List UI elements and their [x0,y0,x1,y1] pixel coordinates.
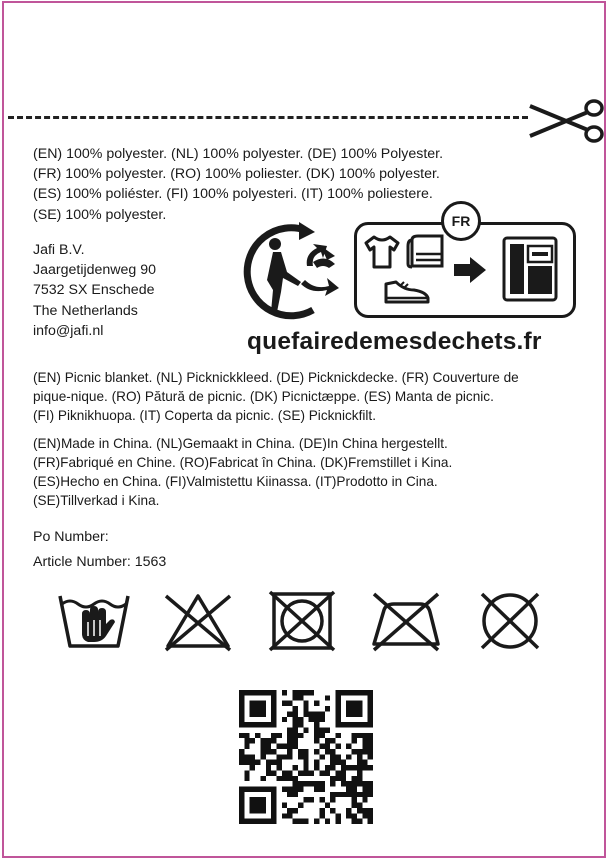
country-badge: FR [441,201,481,241]
triman-logo-icon [243,222,347,320]
tshirt-icon [362,234,402,270]
country: The Netherlands [33,302,138,319]
company-name: Jafi B.V. [33,242,85,258]
article-number: Article Number: 1563 [33,554,167,570]
recycling-website: quefairedemesdechets.fr [247,328,542,355]
do-not-dry-clean-icon [474,590,546,652]
composition-line: (SE) 100% polyester. [33,206,167,223]
product-name-block [33,368,519,425]
scissors-icon [528,96,606,146]
cut-line [8,116,528,119]
product-name-line: pique-nique. (RO) Pătură de picnic. (DK) Picnictæppe. (ES) Manta de picnic. [33,389,494,404]
product-name-line: (EN) Picnic blanket. (NL) Picknickkleed. (DE) Picknickdecke. (FR) Couverture de [33,370,519,385]
address-block [33,240,156,341]
collection-container-icon [502,236,558,302]
origin-block [33,434,452,510]
composition-block [33,144,443,225]
do-not-bleach-icon [162,590,234,652]
composition-line: (EN) 100% polyester. (NL) 100% polyester. (DE) 100% Polyester. [33,146,444,162]
composition-line: (ES) 100% poliéster. (FI) 100% polyesteri. (IT) 100% poliestere. [33,186,433,203]
origin-line: (SE)Tillverkad i Kina. [33,493,160,508]
product-name-line: (FI) Piknikhuopa. (IT) Coperta da picnic. (SE) Picknickfilt. [33,408,376,423]
do-not-iron-icon [370,590,442,652]
hand-wash-icon [58,590,130,652]
composition-line: (FR) 100% polyester. (RO) 100% poliester. (DK) 100% polyester. [33,166,440,183]
do-not-tumble-dry-icon [266,590,338,652]
shoe-icon [382,276,432,306]
email: info@jafi.nl [33,322,104,339]
po-number: Po Number: [33,529,109,545]
folded-linen-icon [404,234,450,270]
qr-code [239,690,373,824]
postal-city: 7532 SX Enschede [33,282,155,299]
arrow-right-icon [452,256,488,284]
origin-line: (ES)Hecho en China. (FI)Valmistettu Kiinassa. (IT)Prodotto in Cina. [33,474,438,489]
origin-line: (EN)Made in China. (NL)Gemaakt in China. (DE)In China hergestellt. [33,436,448,451]
origin-line: (FR)Fabriqué en Chine. (RO)Fabricat în China. (DK)Fremstillet i Kina. [33,455,453,470]
street: Jaargetijdenweg 90 [33,262,157,279]
